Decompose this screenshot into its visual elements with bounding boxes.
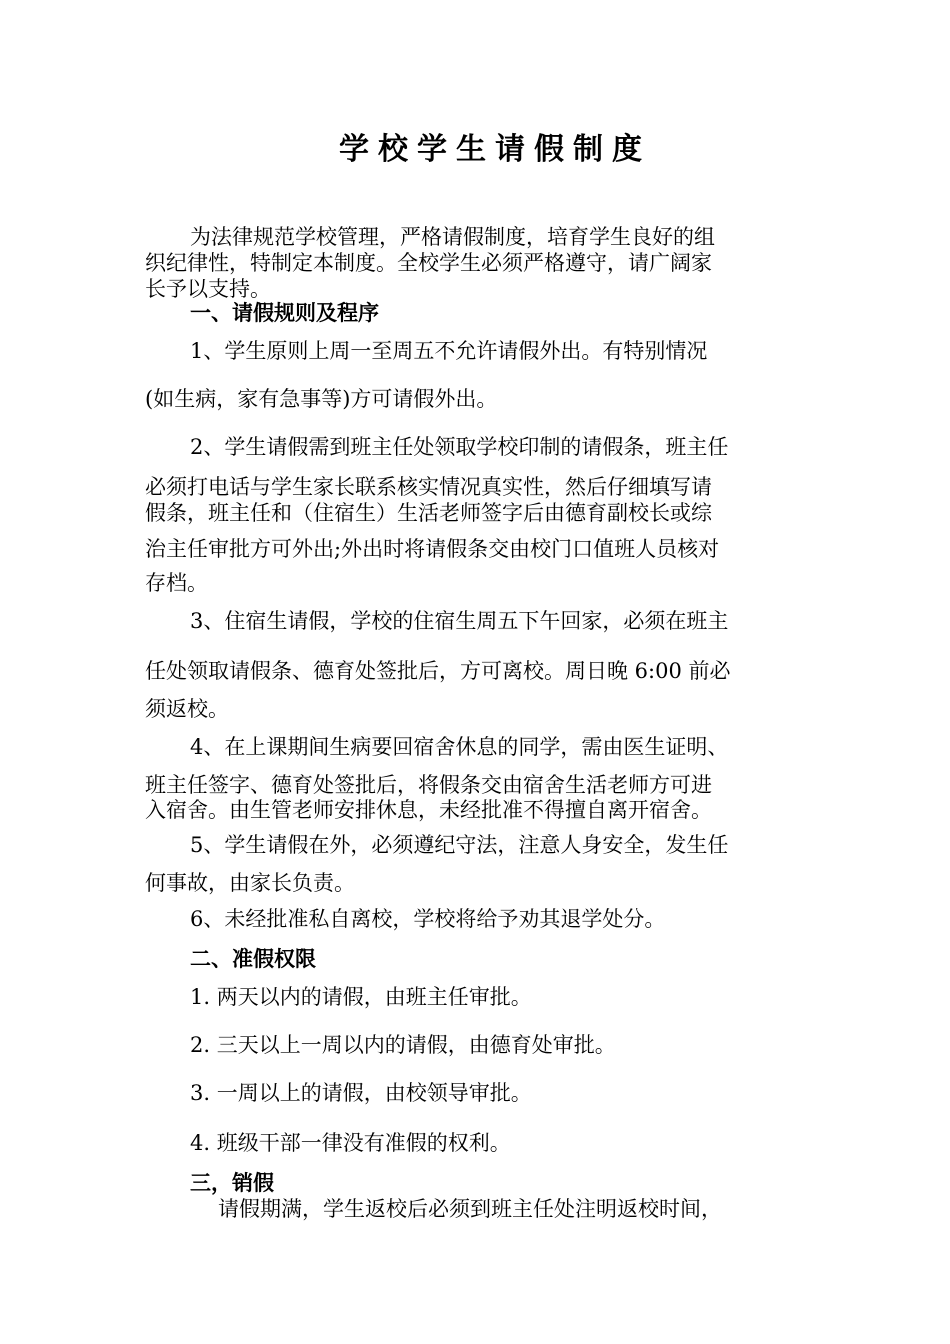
document-title: 学校学生请假制度	[339, 132, 651, 167]
body-line: 6、未经批准私自离校，学校将给予劝其退学处分。	[190, 907, 666, 931]
body-line: (如生病，家有急事等)方可请假外出。	[145, 387, 498, 411]
body-line: 2. 三天以上一周以内的请假，由德育处审批。	[190, 1033, 616, 1057]
body-line: 入宿舍。由生管老师安排休息，未经批准不得擅自离开宿舍。	[145, 798, 712, 822]
body-line: 班主任签字、德育处签批后，将假条交由宿舍生活老师方可进	[145, 773, 712, 797]
body-line: 任处领取请假条、德育处签批后，方可离校。周日晚 6:00 前必	[145, 659, 731, 683]
body-line: 3、住宿生请假，学校的住宿生周五下午回家，必须在班主	[190, 609, 729, 633]
body-line: 1、学生原则上周一至周五不允许请假外出。有特别情况	[190, 339, 708, 363]
section-heading: 二、准假权限	[190, 946, 316, 971]
body-line: 1. 两天以内的请假，由班主任审批。	[190, 985, 532, 1009]
body-line: 须返校。	[145, 697, 229, 721]
body-line: 4、在上课期间生病要回宿舍休息的同学，需由医生证明、	[190, 735, 729, 759]
body-line: 假条，班主任和（住宿生）生活老师签字后由德育副校长或综	[145, 501, 712, 525]
body-line: 3. 一周以上的请假，由校领导审批。	[190, 1081, 532, 1105]
body-line: 存档。	[145, 571, 208, 595]
body-line: 4. 班级干部一律没有准假的权利。	[190, 1131, 511, 1155]
intro-line: 为法律规范学校管理，严格请假制度，培育学生良好的组	[190, 225, 715, 249]
intro-line: 织纪律性，特制定本制度。全校学生必须严格遵守，请广阔家	[145, 251, 712, 275]
body-line: 何事故，由家长负责。	[145, 871, 355, 895]
section-heading: 一、请假规则及程序	[190, 300, 379, 325]
intro-line: 长予以支持。	[145, 277, 271, 301]
body-line: 5、学生请假在外，必须遵纪守法，注意人身安全，发生任	[190, 833, 729, 857]
body-line: 治主任审批方可外出;外出时将请假条交由校门口值班人员核对	[145, 537, 720, 561]
body-line: 请假期满，学生返校后必须到班主任处注明返校时间，	[218, 1197, 722, 1221]
body-line: 2、学生请假需到班主任处领取学校印制的请假条，班主任	[190, 435, 729, 459]
section-heading: 三，销假	[190, 1170, 274, 1195]
body-line: 必须打电话与学生家长联系核实情况真实性，然后仔细填写请	[145, 475, 712, 499]
